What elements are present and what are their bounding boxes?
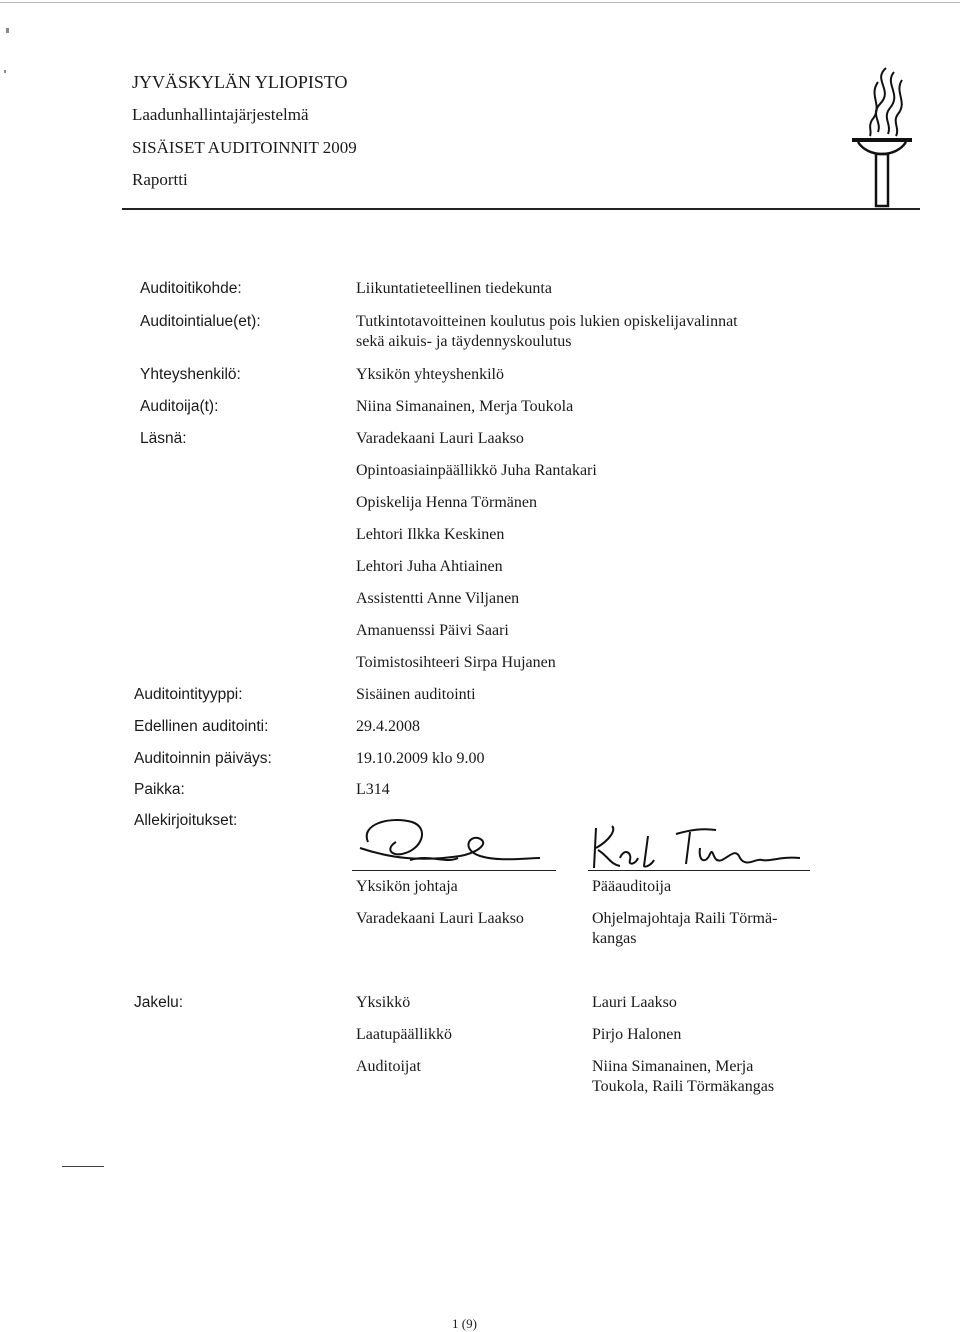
distribution-person-line1: Niina Simanainen, Merja bbox=[592, 1058, 754, 1075]
attendee: Opintoasiainpäällikkö Juha Rantakari bbox=[356, 462, 597, 479]
signature-right-name-line1: Ohjelmajohtaja Raili Törmä- bbox=[592, 910, 778, 927]
label-edellinen: Edellinen auditointi: bbox=[134, 718, 269, 735]
label-auditoijat: Auditoija(t): bbox=[140, 398, 219, 415]
signature-line-right bbox=[588, 870, 810, 871]
value-kohde: Liikuntatieteellinen tiedekunta bbox=[356, 280, 552, 297]
signature-left-role: Yksikön johtaja bbox=[356, 878, 458, 895]
value-paikka: L314 bbox=[356, 781, 390, 798]
attendee: Opiskelija Henna Törmänen bbox=[356, 494, 537, 511]
distribution-recipient: Laatupäällikkö bbox=[356, 1026, 452, 1043]
distribution-person-line2: Toukola, Raili Törmäkangas bbox=[592, 1078, 775, 1095]
attendee: Toimistosihteeri Sirpa Hujanen bbox=[356, 654, 556, 671]
label-jakelu: Jakelu: bbox=[134, 994, 184, 1011]
label-lasna: Läsnä: bbox=[140, 430, 187, 447]
value-tyyppi: Sisäinen auditointi bbox=[356, 686, 476, 703]
attendee: Varadekaani Lauri Laakso bbox=[356, 430, 524, 447]
distribution-person: Pirjo Halonen bbox=[592, 1026, 682, 1043]
attendee: Lehtori Ilkka Keskinen bbox=[356, 526, 505, 543]
page-number: 1 (9) bbox=[452, 1316, 477, 1331]
value-yhteys: Yksikön yhteyshenkilö bbox=[356, 366, 504, 383]
label-tyyppi: Auditointityyppi: bbox=[134, 686, 243, 703]
footer-rule bbox=[62, 1166, 104, 1167]
distribution-person: Lauri Laakso bbox=[592, 994, 677, 1011]
distribution-recipient: Yksikkö bbox=[356, 994, 411, 1011]
label-paikka: Paikka: bbox=[134, 781, 185, 798]
university-name: JYVÄSKYLÄN YLIOPISTO bbox=[132, 72, 348, 92]
value-edellinen: 29.4.2008 bbox=[356, 718, 420, 735]
value-auditoijat: Niina Simanainen, Merja Toukola bbox=[356, 398, 574, 415]
value-paivays: 19.10.2009 klo 9.00 bbox=[356, 750, 485, 767]
distribution-recipient: Auditoijat bbox=[356, 1058, 421, 1075]
scan-artifact-top bbox=[0, 2, 960, 3]
signature-left-scribble bbox=[350, 812, 550, 872]
document-title: SISÄISET AUDITOINNIT 2009 bbox=[132, 138, 357, 157]
scan-artifact-mark bbox=[4, 70, 6, 73]
signature-right-role: Pääauditoija bbox=[592, 878, 672, 895]
signature-right-scribble bbox=[590, 818, 810, 878]
value-alue-line2: sekä aikuis- ja täydennyskoulutus bbox=[356, 333, 572, 350]
scan-artifact-mark bbox=[6, 28, 9, 33]
label-yhteys: Yhteyshenkilö: bbox=[140, 366, 241, 383]
attendee: Lehtori Juha Ahtiainen bbox=[356, 558, 503, 575]
label-allekirjoitukset: Allekirjoitukset: bbox=[134, 812, 238, 829]
document-type: Raportti bbox=[132, 170, 188, 189]
label-paivays: Auditoinnin päiväys: bbox=[134, 750, 272, 767]
attendee: Assistentti Anne Viljanen bbox=[356, 590, 520, 607]
signature-left-name: Varadekaani Lauri Laakso bbox=[356, 910, 524, 927]
signature-line-left bbox=[352, 870, 556, 871]
label-alue: Auditointialue(et): bbox=[140, 313, 261, 330]
attendee: Amanuenssi Päivi Saari bbox=[356, 622, 509, 639]
label-kohde: Auditoitikohde: bbox=[140, 280, 242, 297]
torch-logo-icon bbox=[842, 62, 922, 210]
signature-right-name-line2: kangas bbox=[592, 930, 637, 947]
value-alue-line1: Tutkintotavoitteinen koulutus pois lukien opiskelijavalinnat bbox=[356, 313, 738, 330]
header-rule bbox=[122, 208, 920, 210]
system-name: Laadunhallintajärjestelmä bbox=[132, 105, 309, 124]
